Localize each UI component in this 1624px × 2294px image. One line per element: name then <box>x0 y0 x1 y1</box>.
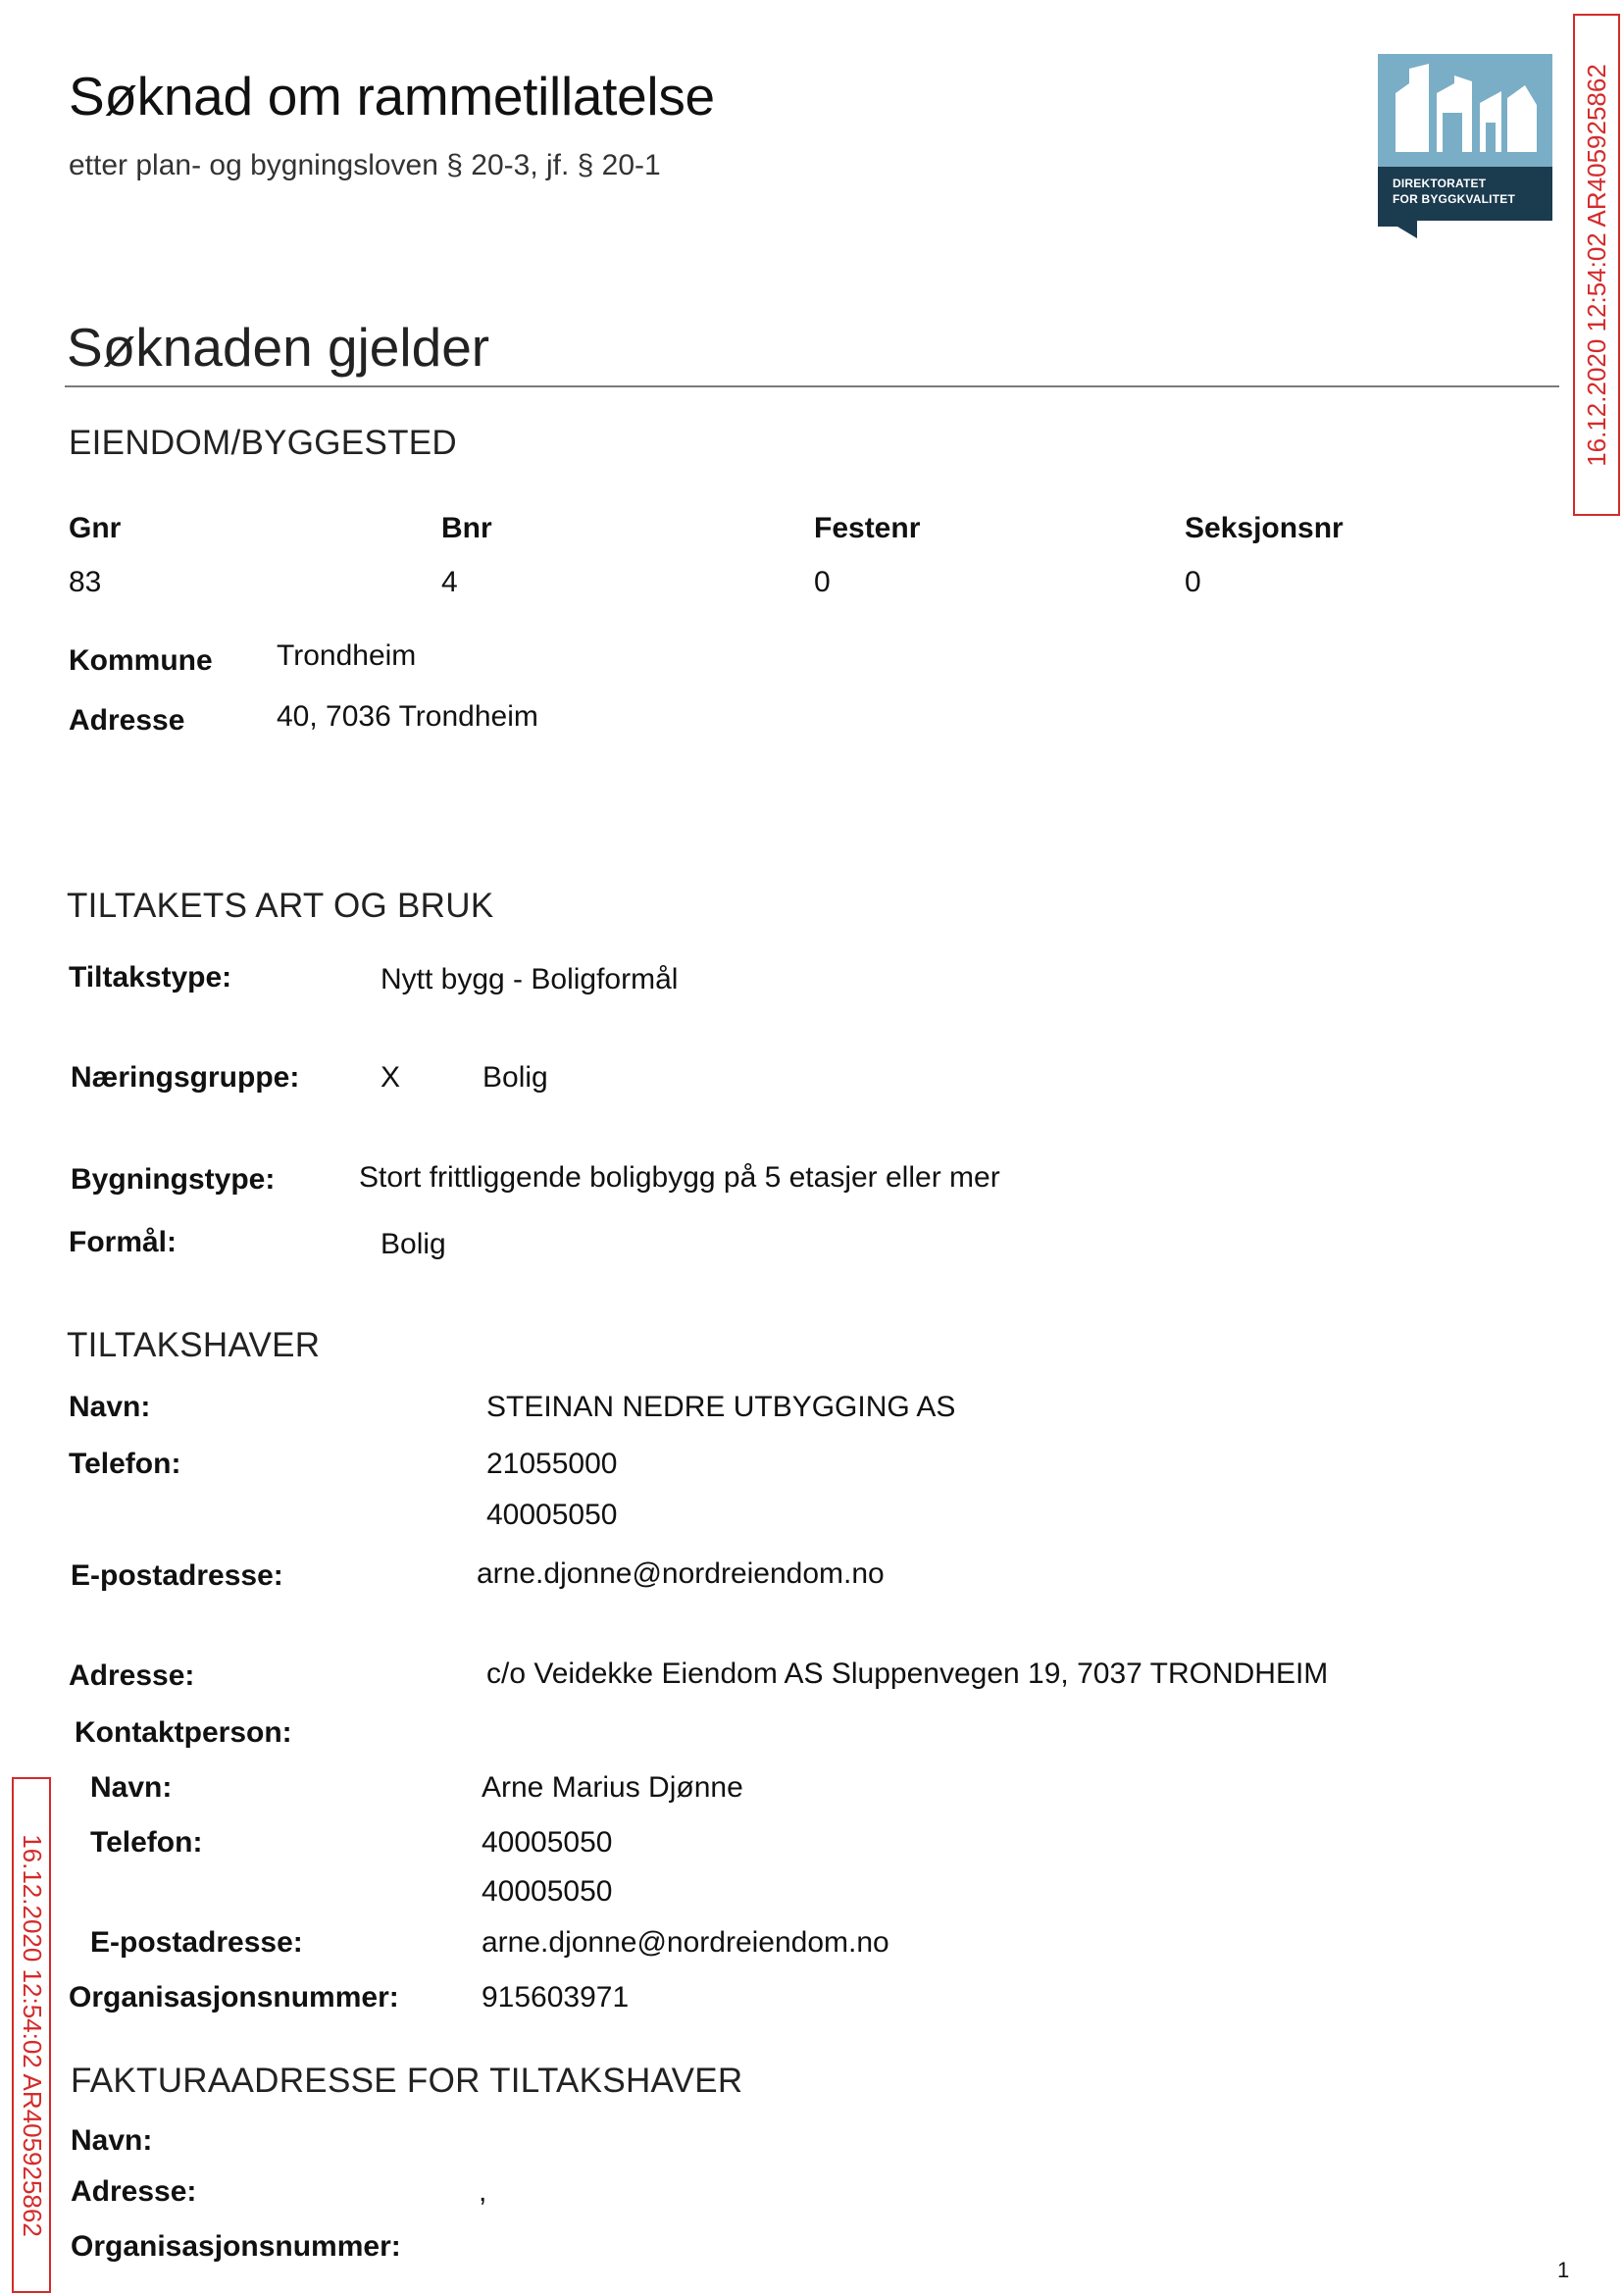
value-tiltakstype: Nytt bygg - Boligformål <box>381 963 679 995</box>
value-tiltakshaver-telefon-1: 21055000 <box>486 1448 618 1480</box>
value-kommune: Trondheim <box>277 639 417 672</box>
label-seksjonsnr: Seksjonsnr <box>1185 512 1344 544</box>
label-kontaktperson: Kontaktperson: <box>75 1716 292 1749</box>
logo-line2: FOR BYGGKVALITET <box>1393 192 1515 206</box>
value-kontakt-telefon-1: 40005050 <box>482 1826 613 1859</box>
value-kontakt-epost: arne.djonne@nordreiendom.no <box>482 1926 889 1959</box>
label-kommune: Kommune <box>69 644 213 677</box>
value-naeringsgruppe-code: X <box>381 1061 401 1094</box>
value-kontakt-telefon-2: 40005050 <box>482 1875 613 1908</box>
stamp-left-text: 16.12.2020 12:54:02 AR405925862 <box>17 1833 47 2237</box>
heading-fakturaadresse: FAKTURAADRESSE FOR TILTAKSHAVER <box>71 2062 743 2100</box>
value-seksjonsnr: 0 <box>1185 566 1201 598</box>
label-faktura-adresse: Adresse: <box>71 2175 197 2208</box>
label-faktura-navn: Navn: <box>71 2124 153 2157</box>
value-bygningstype: Stort frittliggende boligbygg på 5 etasjer eller mer <box>359 1161 1000 1194</box>
dibk-logo <box>1378 54 1552 240</box>
stamp-right-text: 16.12.2020 12:54:02 AR405925862 <box>1581 63 1611 467</box>
value-adresse: 40, 7036 Trondheim <box>277 700 538 733</box>
value-gnr: 83 <box>69 566 102 598</box>
label-formal: Formål: <box>69 1226 178 1258</box>
label-festenr: Festenr <box>814 512 921 544</box>
page-subtitle: etter plan- og bygningsloven § 20-3, jf. § 20-1 <box>69 149 661 181</box>
label-tiltakshaver-telefon: Telefon: <box>69 1448 181 1480</box>
stamp-left <box>12 1777 51 2293</box>
label-gnr: Gnr <box>69 512 122 544</box>
logo-tab <box>1378 221 1417 240</box>
building-icon <box>1378 54 1552 167</box>
value-naeringsgruppe: Bolig <box>482 1061 548 1094</box>
label-bnr: Bnr <box>441 512 492 544</box>
page-title: Søknad om rammetillatelse <box>69 66 715 127</box>
value-faktura-adresse: , <box>479 2175 487 2208</box>
label-kontakt-telefon: Telefon: <box>90 1826 203 1859</box>
label-orgnr: Organisasjonsnummer: <box>69 1981 399 2014</box>
label-adresse: Adresse <box>69 704 185 737</box>
label-tiltakshaver-adresse: Adresse: <box>69 1659 195 1692</box>
section-divider <box>65 385 1559 387</box>
label-naeringsgruppe: Næringsgruppe: <box>71 1061 300 1094</box>
heading-tiltakshaver: TILTAKSHAVER <box>67 1326 321 1364</box>
label-bygningstype: Bygningstype: <box>71 1163 276 1196</box>
heading-tiltakets-art: TILTAKETS ART OG BRUK <box>67 887 494 925</box>
value-tiltakshaver-epost: arne.djonne@nordreiendom.no <box>477 1557 885 1590</box>
page-number: 1 <box>1557 2258 1570 2282</box>
value-tiltakshaver-adresse: c/o Veidekke Eiendom AS Sluppenvegen 19, 7037 TRONDHEIM <box>486 1657 1329 1690</box>
label-faktura-orgnr: Organisasjonsnummer: <box>71 2230 401 2263</box>
value-tiltakshaver-telefon-2: 40005050 <box>486 1499 618 1531</box>
logo-banner <box>1378 167 1552 221</box>
value-festenr: 0 <box>814 566 831 598</box>
logo-emblem <box>1378 54 1552 167</box>
label-tiltakstype: Tiltakstype: <box>69 961 232 994</box>
section-soknaden-gjelder: Søknaden gjelder <box>67 317 490 378</box>
value-tiltakshaver-navn: STEINAN NEDRE UTBYGGING AS <box>486 1391 956 1423</box>
value-orgnr: 915603971 <box>482 1981 630 2014</box>
value-formal: Bolig <box>381 1228 446 1260</box>
logo-line1: DIREKTORATET <box>1393 177 1487 190</box>
label-tiltakshaver-epost: E-postadresse: <box>71 1559 283 1592</box>
value-kontakt-navn: Arne Marius Djønne <box>482 1771 743 1804</box>
value-bnr: 4 <box>441 566 458 598</box>
heading-eiendom: EIENDOM/BYGGESTED <box>69 424 457 462</box>
label-kontakt-epost: E-postadresse: <box>90 1926 303 1959</box>
label-kontakt-navn: Navn: <box>90 1771 173 1804</box>
stamp-right <box>1573 14 1620 516</box>
label-tiltakshaver-navn: Navn: <box>69 1391 151 1423</box>
